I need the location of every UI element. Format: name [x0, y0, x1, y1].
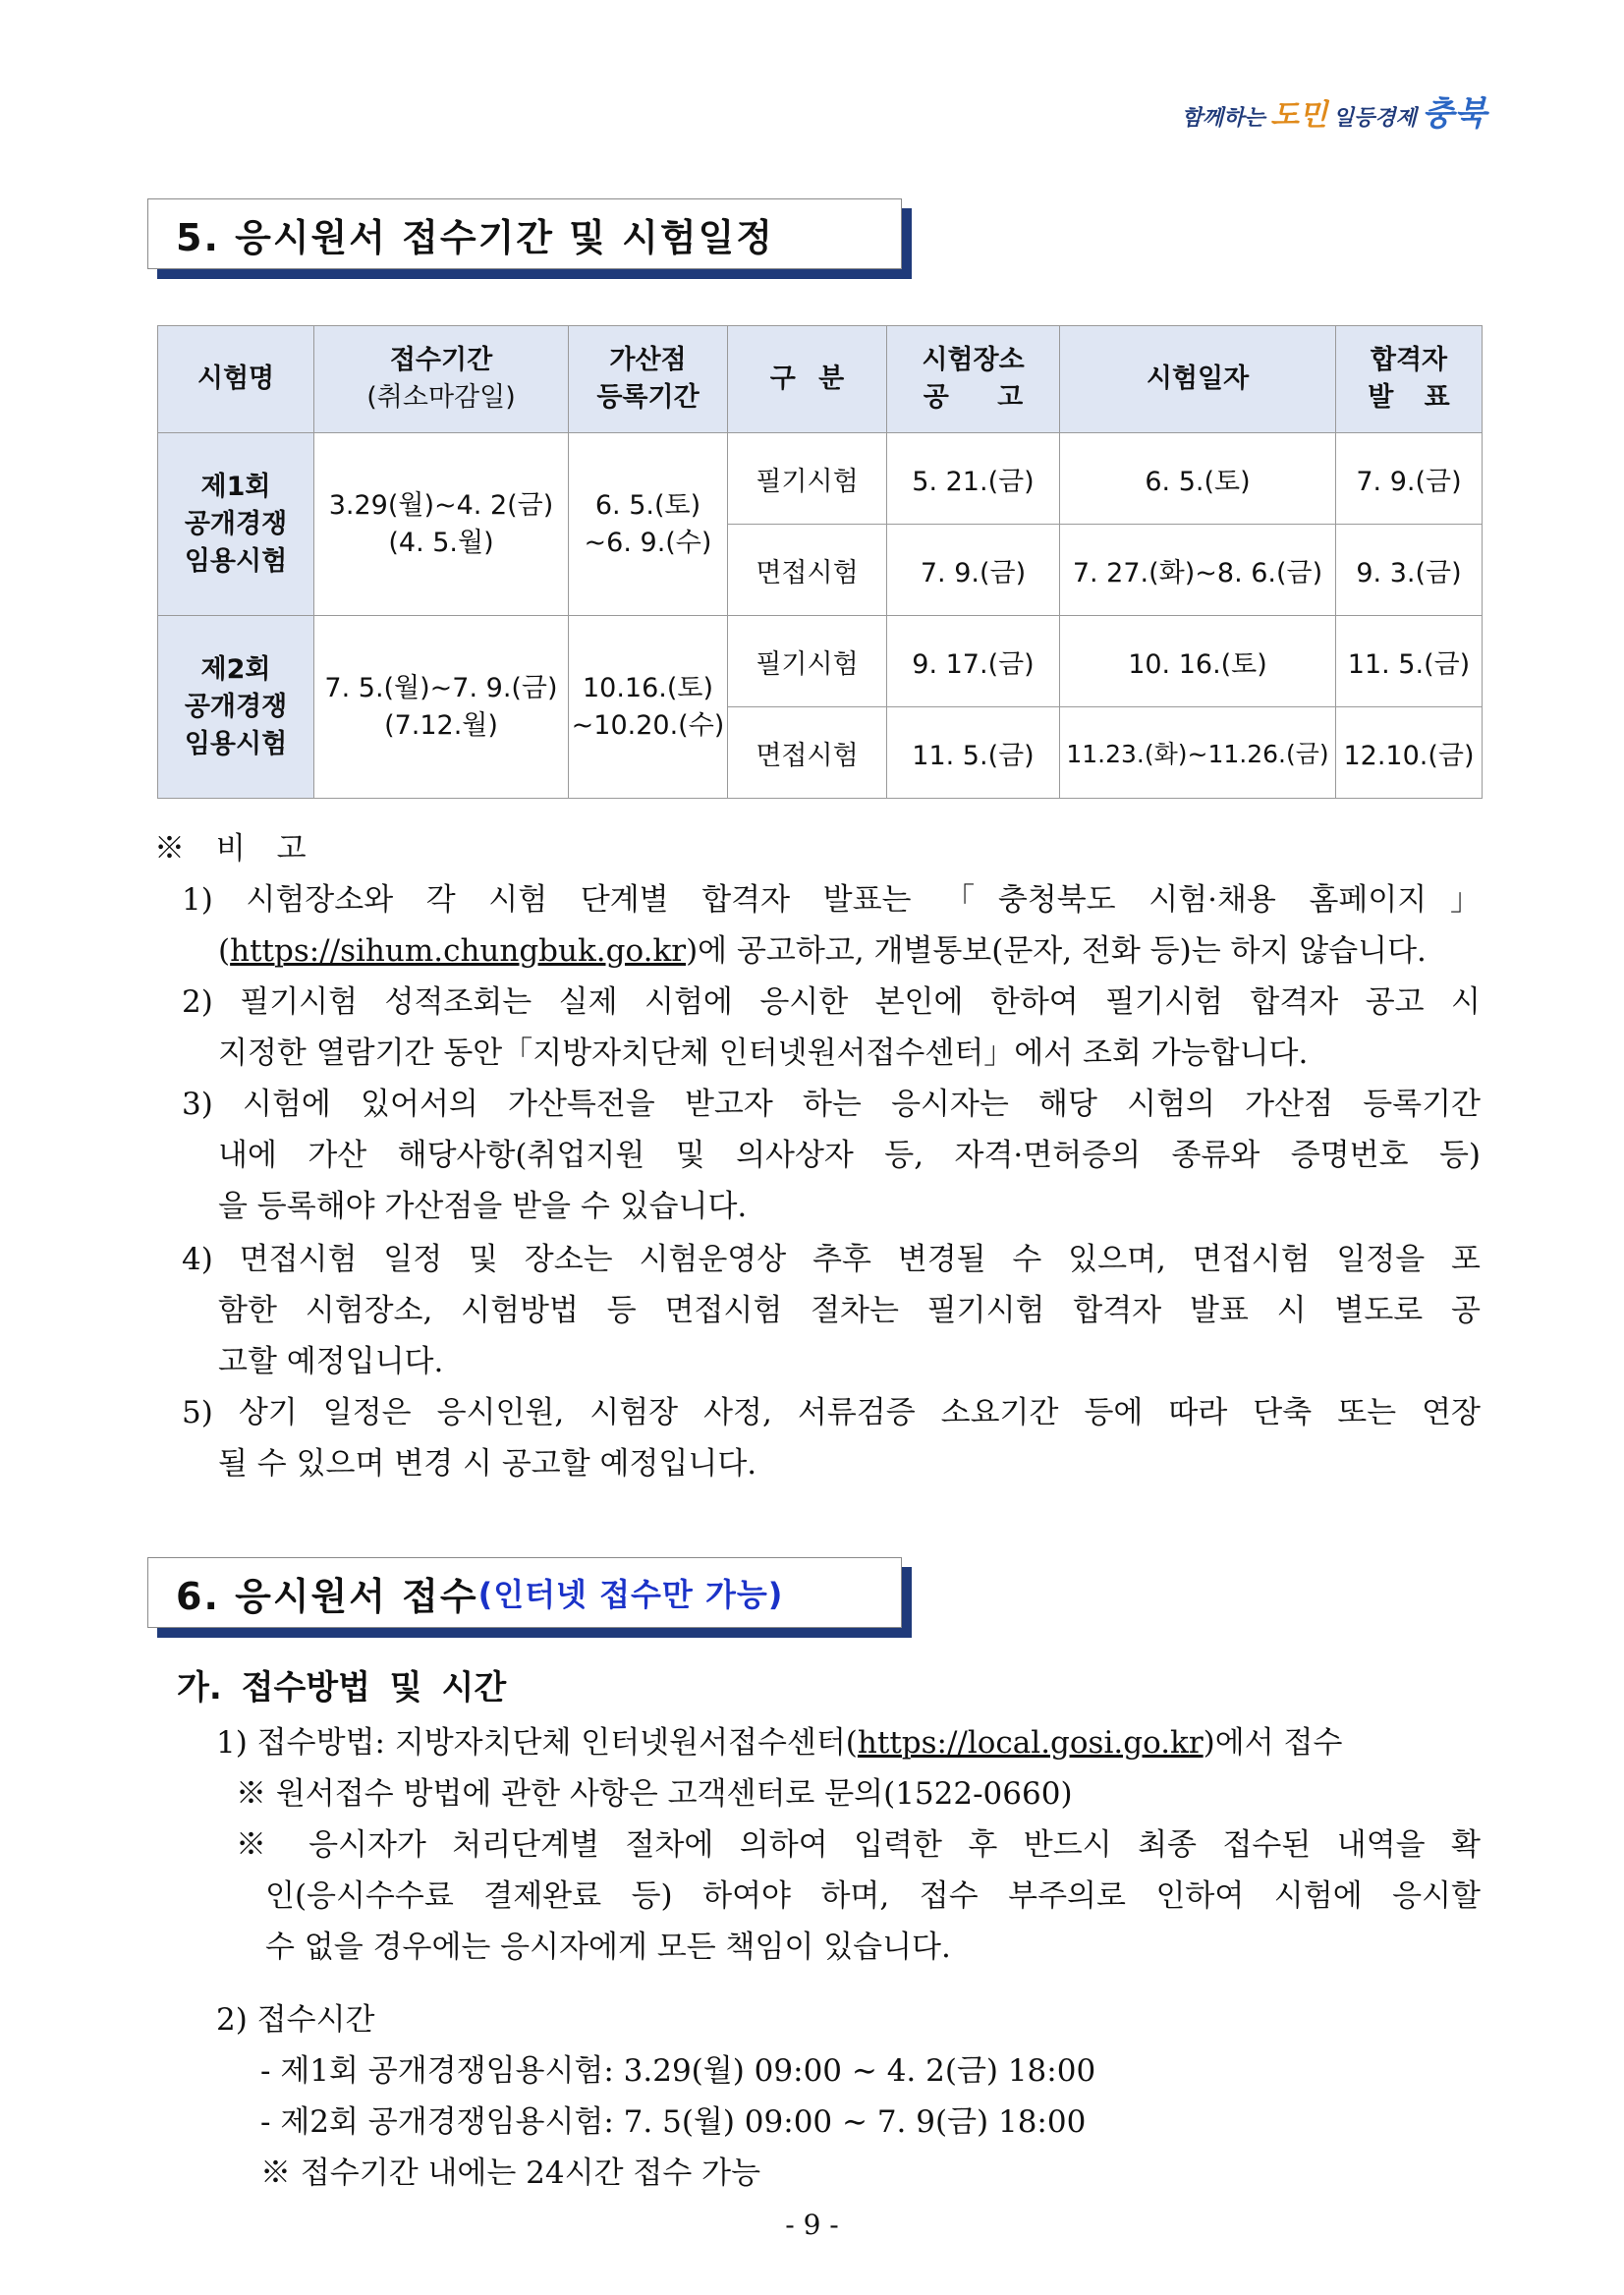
table-header-row [158, 326, 1483, 433]
header-venue-notice: 시험장소 공 고 [887, 326, 1060, 433]
logo-text-4: 충북 [1422, 94, 1486, 134]
remark-4-line-3: 고할 예정입니다. [218, 1344, 444, 1379]
exam1-written-type: 필기시험 [728, 433, 887, 525]
exam2-interview-result: 12.10.(금) [1336, 707, 1483, 799]
remark-3-line-2: 내에 가산 해당사항(취업지원 및 의사상자 등, 자격·면허증의 종류와 증명번호 등) [218, 1138, 1481, 1173]
table-row [158, 433, 1483, 525]
method-note-1: ※ 원서접수 방법에 관한 사항은 고객센터로 문의(1522-0660) [236, 1776, 1073, 1812]
remark-3-line-1: 3) 시험에 있어서의 가산특전을 받고자 하는 응시자는 해당 시험의 가산점 등록기간 [182, 1087, 1481, 1122]
exam2-name: 제2회 공개경쟁 임용시험 [158, 616, 314, 799]
method-line-1: 1) 접수방법: 지방자치단체 인터넷원서접수센터(https://local.gosi.go.kr)에서 접수 [216, 1725, 1343, 1761]
exam2-written-type: 필기시험 [728, 616, 887, 707]
exam1-interview-date: 7. 27.(화)~8. 6.(금) [1060, 525, 1336, 616]
exam-schedule-table [157, 325, 1483, 799]
header-result: 합격자 발 표 [1336, 326, 1483, 433]
exam1-interview-result: 9. 3.(금) [1336, 525, 1483, 616]
remark-5-line-2: 될 수 있으며 변경 시 공고할 예정입니다. [218, 1446, 757, 1482]
exam2-written-result: 11. 5.(금) [1336, 616, 1483, 707]
remark-1-line-2: (https://sihum.chungbuk.go.kr)에 공고하고, 개별통보(문자, 전화 등)는 하지 않습니다. [218, 933, 1427, 969]
logo-text-1: 함께하는 [1181, 106, 1265, 131]
exam2-interview-notice: 11. 5.(금) [887, 707, 1060, 799]
time-exam-1: - 제1회 공개경쟁임용시험: 3.29(월) 09:00 ∼ 4. 2(금) 18:00 [260, 2053, 1096, 2089]
remark-4-line-2: 함한 시험장소, 시험방법 등 면접시험 절차는 필기시험 합격자 발표 시 별도로 공 [218, 1293, 1481, 1328]
time-note: ※ 접수기간 내에는 24시간 접수 가능 [260, 2155, 761, 2191]
method-note-2-line-1: ※ 응시자가 처리단계별 절차에 의하여 입력한 후 반드시 최종 접수된 내역을 확 [236, 1827, 1481, 1863]
remark-2-line-2: 지정한 열람기간 동안「지방자치단체 인터넷원서접수센터」에서 조회 가능합니다. [218, 1036, 1309, 1071]
time-exam-2: - 제2회 공개경쟁임용시험: 7. 5(월) 09:00 ∼ 7. 9(금) 18:00 [260, 2104, 1087, 2140]
section-6-subtitle: (인터넷 접수만 가능) [477, 1576, 784, 1613]
exam1-interview-type: 면접시험 [728, 525, 887, 616]
page-number: - 9 - [785, 2209, 839, 2241]
time-heading: 2) 접수시간 [216, 2002, 375, 2038]
remark-4-line-1: 4) 면접시험 일정 및 장소는 시험운영상 추후 변경될 수 있으며, 면접시험 일정을 포 [182, 1242, 1481, 1277]
section-5-title: 5. 응시원서 접수기간 및 시험일정 [176, 215, 774, 259]
method-note-2-line-3: 수 없을 경우에는 응시자에게 모든 책임이 있습니다. [265, 1930, 951, 1965]
exam1-written-notice: 5. 21.(금) [887, 433, 1060, 525]
section-6-heading [147, 1557, 902, 1628]
chungbuk-logo [1182, 86, 1486, 135]
exam1-interview-notice: 7. 9.(금) [887, 525, 1060, 616]
header-category: 구 분 [728, 326, 887, 433]
logo-text-2: 도민 [1270, 98, 1328, 133]
exam1-period: 3.29(월)~4. 2(금) (4. 5.월) [314, 433, 569, 616]
sihum-homepage-link[interactable]: https://sihum.chungbuk.go.kr [230, 933, 687, 969]
exam2-interview-type: 면접시험 [728, 707, 887, 799]
exam2-interview-date: 11.23.(화)~11.26.(금) [1060, 707, 1336, 799]
exam2-written-date: 10. 16.(토) [1060, 616, 1336, 707]
remark-2-line-1: 2) 필기시험 성적조회는 실제 시험에 응시한 본인에 한하여 필기시험 합격자 공고 시 [182, 984, 1481, 1020]
logo-text-3: 일등경제 [1332, 106, 1417, 131]
remark-5-line-1: 5) 상기 일정은 응시인원, 시험장 사정, 서류검증 소요기간 등에 따라 단축 또는 연장 [182, 1395, 1481, 1430]
exam1-written-date: 6. 5.(토) [1060, 433, 1336, 525]
table-row [158, 616, 1483, 707]
remark-3-line-3: 을 등록해야 가산점을 받을 수 있습니다. [218, 1189, 748, 1224]
section-5-heading [147, 198, 902, 269]
exam1-bonus-period: 6. 5.(토) ~6. 9.(수) [569, 433, 728, 616]
exam2-period: 7. 5.(월)~7. 9.(금) (7.12.월) [314, 616, 569, 799]
header-exam-date: 시험일자 [1060, 326, 1336, 433]
local-gosi-link[interactable]: https://local.gosi.go.kr [857, 1725, 1204, 1761]
exam1-written-result: 7. 9.(금) [1336, 433, 1483, 525]
header-application-period: 접수기간 (취소마감일) [314, 326, 569, 433]
header-exam-name: 시험명 [158, 326, 314, 433]
remark-1-line-1: 1) 시험장소와 각 시험 단계별 합격자 발표는 「충청북도 시험·채용 홈페이지」 [182, 882, 1481, 918]
exam2-written-notice: 9. 17.(금) [887, 616, 1060, 707]
method-heading: 가. 접수방법 및 시간 [177, 1668, 507, 1707]
method-note-2-line-2: 인(응시수수료 결제완료 등) 하여야 하며, 접수 부주의로 인하여 시험에 응시할 [265, 1878, 1481, 1914]
remarks-title: ※ 비 고 [154, 831, 307, 867]
exam1-name: 제1회 공개경쟁 임용시험 [158, 433, 314, 616]
header-bonus-period: 가산점 등록기간 [569, 326, 728, 433]
section-6-title: 6. 응시원서 접수 [176, 1574, 478, 1618]
exam2-bonus-period: 10.16.(토) ~10.20.(수) [569, 616, 728, 799]
